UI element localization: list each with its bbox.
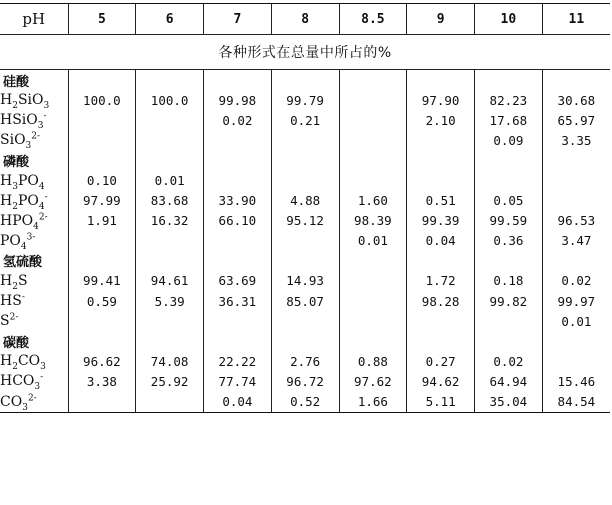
species-row bbox=[0, 130, 610, 150]
percentage-cell: 0.01 bbox=[339, 231, 407, 251]
formula-charge: 2- bbox=[38, 212, 48, 223]
percentage-cell bbox=[542, 351, 610, 371]
formula-subscript: 3 bbox=[40, 362, 46, 372]
percentage-cell: 1.91 bbox=[68, 211, 136, 231]
percentage-cell: 99.98 bbox=[204, 90, 272, 110]
percentage-cell bbox=[475, 170, 543, 190]
ph-header-label: pH bbox=[0, 4, 68, 35]
percentage-cell: 22.22 bbox=[204, 351, 272, 371]
formula-subscript: 2 bbox=[12, 281, 18, 292]
empty-cell bbox=[271, 70, 339, 91]
percentage-cell bbox=[271, 170, 339, 190]
species-formula bbox=[0, 371, 68, 391]
acid-group-name: 磷酸 bbox=[3, 154, 30, 170]
percentage-cell: 98.28 bbox=[407, 291, 475, 311]
formula-part: SiO bbox=[0, 132, 26, 149]
empty-cell bbox=[339, 331, 407, 351]
percentage-cell: 95.12 bbox=[271, 211, 339, 231]
percentage-cell bbox=[68, 130, 136, 150]
percentage-cell: 97.99 bbox=[68, 191, 136, 211]
percentage-cell: 99.79 bbox=[271, 90, 339, 110]
species-row bbox=[0, 371, 610, 391]
percentage-cell bbox=[136, 110, 204, 130]
percentage-cell: 0.01 bbox=[136, 170, 204, 190]
percentage-cell: 99.59 bbox=[475, 211, 543, 231]
formula-charge: - bbox=[44, 191, 48, 202]
empty-cell bbox=[407, 150, 475, 170]
percentage-cell bbox=[339, 170, 407, 190]
percentage-cell bbox=[407, 130, 475, 150]
species-row bbox=[0, 191, 610, 211]
ph-column-header: 9 bbox=[407, 4, 475, 35]
percentage-cell: 0.04 bbox=[204, 392, 272, 413]
percentage-cell: 3.47 bbox=[542, 231, 610, 251]
species-formula bbox=[0, 170, 68, 190]
percentage-cell bbox=[136, 130, 204, 150]
percentage-cell: 100.0 bbox=[136, 90, 204, 110]
percentage-cell: 1.60 bbox=[339, 191, 407, 211]
species-row bbox=[0, 291, 610, 311]
group-header-row bbox=[0, 150, 610, 170]
percentage-cell: 5.11 bbox=[407, 392, 475, 413]
percentage-cell bbox=[136, 231, 204, 251]
acid-group-name: 碳酸 bbox=[3, 335, 30, 351]
species-formula bbox=[0, 130, 68, 150]
formula-part: H bbox=[0, 192, 13, 209]
percentage-cell: 4.88 bbox=[271, 191, 339, 211]
formula-part: S bbox=[0, 313, 10, 330]
formula-subscript: 3 bbox=[34, 382, 41, 392]
formula-subscript: 3 bbox=[12, 181, 18, 191]
formula-part: SiO bbox=[17, 92, 44, 109]
species-formula bbox=[0, 90, 68, 110]
formula-charge: - bbox=[43, 111, 47, 122]
percentage-cell: 0.02 bbox=[204, 110, 272, 130]
empty-cell bbox=[542, 331, 610, 351]
percentage-cell: 63.69 bbox=[204, 271, 272, 291]
percentage-cell: 84.54 bbox=[542, 392, 610, 413]
empty-cell bbox=[475, 70, 543, 91]
percentage-cell: 35.04 bbox=[475, 392, 543, 413]
empty-cell bbox=[475, 251, 543, 271]
percentage-cell: 83.68 bbox=[136, 191, 204, 211]
percentage-cell bbox=[204, 170, 272, 190]
species-row bbox=[0, 271, 610, 291]
percentage-cell: 100.0 bbox=[68, 90, 136, 110]
percentage-cell: 99.39 bbox=[407, 211, 475, 231]
percentage-cell: 94.61 bbox=[136, 271, 204, 291]
formula-subscript: 4 bbox=[33, 221, 39, 231]
percentage-cell: 14.93 bbox=[271, 271, 339, 291]
percentage-cell bbox=[271, 231, 339, 251]
empty-cell bbox=[204, 150, 272, 170]
percentage-cell: 96.62 bbox=[68, 351, 136, 371]
percentage-cell bbox=[407, 170, 475, 190]
ph-column-header: 5 bbox=[68, 4, 136, 35]
empty-cell bbox=[68, 150, 136, 170]
species-formula bbox=[0, 392, 68, 413]
ph-column-header: 8.5 bbox=[339, 4, 407, 35]
species-formula bbox=[0, 271, 68, 291]
percentage-cell: 0.36 bbox=[475, 231, 543, 251]
formula-subscript: 3 bbox=[37, 121, 44, 131]
ph-column-header: 7 bbox=[204, 4, 272, 35]
percentage-cell: 97.62 bbox=[339, 371, 407, 391]
percentage-cell: 1.66 bbox=[339, 392, 407, 413]
empty-cell bbox=[407, 70, 475, 91]
empty-cell bbox=[271, 150, 339, 170]
species-row bbox=[0, 90, 610, 110]
percentage-cell: 25.92 bbox=[136, 371, 204, 391]
empty-cell bbox=[204, 331, 272, 351]
percentage-cell: 0.09 bbox=[475, 130, 543, 150]
empty-cell bbox=[136, 150, 204, 170]
percentage-cell: 66.10 bbox=[204, 211, 272, 231]
formula-charge: 2- bbox=[9, 312, 19, 323]
formula-part: HCO bbox=[0, 373, 35, 390]
formula-part: PO bbox=[17, 172, 39, 189]
percentage-cell: 0.10 bbox=[68, 170, 136, 190]
formula-subscript: 2 bbox=[12, 362, 18, 372]
percentage-cell: 99.82 bbox=[475, 291, 543, 311]
percentage-cell: 98.39 bbox=[339, 211, 407, 231]
formula-part: H bbox=[0, 172, 13, 189]
percentage-cell bbox=[542, 191, 610, 211]
formula-subscript: 4 bbox=[20, 241, 27, 251]
percentage-cell: 2.10 bbox=[407, 110, 475, 130]
ph-column-header: 10 bbox=[475, 4, 543, 35]
formula-part: PO bbox=[0, 232, 21, 249]
percentage-cell: 99.97 bbox=[542, 291, 610, 311]
empty-cell bbox=[204, 251, 272, 271]
percentage-cell: 0.01 bbox=[542, 311, 610, 331]
species-row bbox=[0, 231, 610, 251]
formula-charge: 2- bbox=[31, 131, 41, 142]
species-formula bbox=[0, 211, 68, 231]
percentage-cell: 94.62 bbox=[407, 371, 475, 391]
formula-part: CO bbox=[17, 353, 41, 370]
percentage-cell: 2.76 bbox=[271, 351, 339, 371]
species-formula bbox=[0, 291, 68, 311]
percentage-cell: 82.23 bbox=[475, 90, 543, 110]
formula-part: HPO bbox=[0, 212, 34, 229]
percentage-cell bbox=[271, 311, 339, 331]
percentage-cell: 0.52 bbox=[271, 392, 339, 413]
percentage-cell: 3.35 bbox=[542, 130, 610, 150]
percentage-cell: 0.88 bbox=[339, 351, 407, 371]
ph-column-header: 8 bbox=[271, 4, 339, 35]
empty-cell bbox=[542, 70, 610, 91]
empty-cell bbox=[542, 150, 610, 170]
percentage-cell: 0.02 bbox=[475, 351, 543, 371]
percentage-cell bbox=[475, 311, 543, 331]
percentage-cell: 17.68 bbox=[475, 110, 543, 130]
percentage-cell: 0.05 bbox=[475, 191, 543, 211]
species-row bbox=[0, 392, 610, 413]
percentage-cell bbox=[339, 130, 407, 150]
percentage-cell: 64.94 bbox=[475, 371, 543, 391]
empty-cell bbox=[407, 251, 475, 271]
formula-subscript: 4 bbox=[38, 181, 45, 191]
species-formula bbox=[0, 191, 68, 211]
empty-cell bbox=[475, 150, 543, 170]
formula-subscript: 3 bbox=[25, 141, 32, 151]
empty-cell bbox=[407, 331, 475, 351]
percentage-cell bbox=[204, 231, 272, 251]
percentage-cell bbox=[68, 110, 136, 130]
acid-group-name: 硅酸 bbox=[3, 74, 30, 90]
table-subtitle: 各种形式在总量中所占的% bbox=[0, 35, 610, 70]
empty-cell bbox=[136, 251, 204, 271]
empty-cell bbox=[339, 150, 407, 170]
percentage-cell bbox=[339, 90, 407, 110]
empty-cell bbox=[68, 331, 136, 351]
formula-part: HSiO bbox=[0, 112, 38, 129]
formula-part: H bbox=[0, 92, 13, 109]
percentage-cell: 5.39 bbox=[136, 291, 204, 311]
percentage-cell: 0.21 bbox=[271, 110, 339, 130]
species-formula bbox=[0, 311, 68, 331]
percentage-cell: 0.51 bbox=[407, 191, 475, 211]
formula-part: CO bbox=[0, 393, 23, 410]
percentage-cell: 0.27 bbox=[407, 351, 475, 371]
percentage-cell: 96.72 bbox=[271, 371, 339, 391]
empty-cell bbox=[68, 70, 136, 91]
percentage-cell bbox=[271, 130, 339, 150]
percentage-cell: 33.90 bbox=[204, 191, 272, 211]
ph-distribution-table bbox=[0, 3, 610, 413]
acid-group-name: 氢硫酸 bbox=[3, 255, 43, 271]
header-row bbox=[0, 4, 610, 35]
empty-cell bbox=[475, 331, 543, 351]
formula-charge: - bbox=[21, 292, 25, 303]
empty-cell bbox=[136, 331, 204, 351]
species-row bbox=[0, 170, 610, 190]
formula-part: H bbox=[0, 353, 13, 370]
percentage-cell bbox=[339, 291, 407, 311]
empty-cell bbox=[339, 251, 407, 271]
percentage-cell: 30.68 bbox=[542, 90, 610, 110]
formula-subscript: 2 bbox=[12, 201, 18, 211]
ph-column-header: 6 bbox=[136, 4, 204, 35]
percentage-cell bbox=[136, 311, 204, 331]
percentage-cell: 96.53 bbox=[542, 211, 610, 231]
formula-part: H bbox=[0, 272, 13, 289]
species-row bbox=[0, 110, 610, 130]
empty-cell bbox=[542, 251, 610, 271]
percentage-cell: 65.97 bbox=[542, 110, 610, 130]
percentage-cell bbox=[68, 231, 136, 251]
percentage-cell bbox=[204, 130, 272, 150]
percentage-cell bbox=[339, 311, 407, 331]
percentage-cell: 0.59 bbox=[68, 291, 136, 311]
formula-part: S bbox=[17, 272, 28, 289]
percentage-cell bbox=[407, 311, 475, 331]
formula-part: PO bbox=[17, 192, 39, 209]
percentage-cell bbox=[542, 170, 610, 190]
species-row bbox=[0, 351, 610, 371]
percentage-cell: 99.41 bbox=[68, 271, 136, 291]
percentage-cell: 16.32 bbox=[136, 211, 204, 231]
ph-column-header: 11 bbox=[542, 4, 610, 35]
empty-cell bbox=[204, 70, 272, 91]
formula-charge: 3- bbox=[26, 232, 36, 243]
subtitle-row bbox=[0, 35, 610, 70]
group-header-row bbox=[0, 70, 610, 91]
species-row bbox=[0, 311, 610, 331]
percentage-cell: 74.08 bbox=[136, 351, 204, 371]
group-header-row bbox=[0, 251, 610, 271]
formula-subscript: 3 bbox=[22, 402, 28, 413]
percentage-cell bbox=[339, 110, 407, 130]
percentage-cell: 36.31 bbox=[204, 291, 272, 311]
percentage-cell: 0.04 bbox=[407, 231, 475, 251]
formula-subscript: 3 bbox=[43, 100, 50, 111]
percentage-cell bbox=[68, 392, 136, 413]
species-formula bbox=[0, 351, 68, 371]
species-formula bbox=[0, 110, 68, 130]
empty-cell bbox=[339, 70, 407, 91]
formula-part: HS bbox=[0, 293, 22, 310]
percentage-cell: 85.07 bbox=[271, 291, 339, 311]
formula-subscript: 2 bbox=[12, 100, 18, 111]
percentage-cell: 0.02 bbox=[542, 271, 610, 291]
percentage-cell: 15.46 bbox=[542, 371, 610, 391]
percentage-cell: 1.72 bbox=[407, 271, 475, 291]
percentage-cell bbox=[136, 392, 204, 413]
percentage-cell: 0.18 bbox=[475, 271, 543, 291]
empty-cell bbox=[271, 251, 339, 271]
formula-charge: - bbox=[40, 372, 44, 383]
percentage-cell: 77.74 bbox=[204, 371, 272, 391]
percentage-cell: 3.38 bbox=[68, 371, 136, 391]
species-formula bbox=[0, 231, 68, 251]
empty-cell bbox=[271, 331, 339, 351]
formula-subscript: 4 bbox=[38, 201, 45, 211]
percentage-cell bbox=[204, 311, 272, 331]
percentage-cell bbox=[339, 271, 407, 291]
species-row bbox=[0, 211, 610, 231]
percentage-cell: 97.90 bbox=[407, 90, 475, 110]
empty-cell bbox=[136, 70, 204, 91]
percentage-cell bbox=[68, 311, 136, 331]
formula-charge: 2- bbox=[27, 392, 37, 403]
group-header-row bbox=[0, 331, 610, 351]
empty-cell bbox=[68, 251, 136, 271]
